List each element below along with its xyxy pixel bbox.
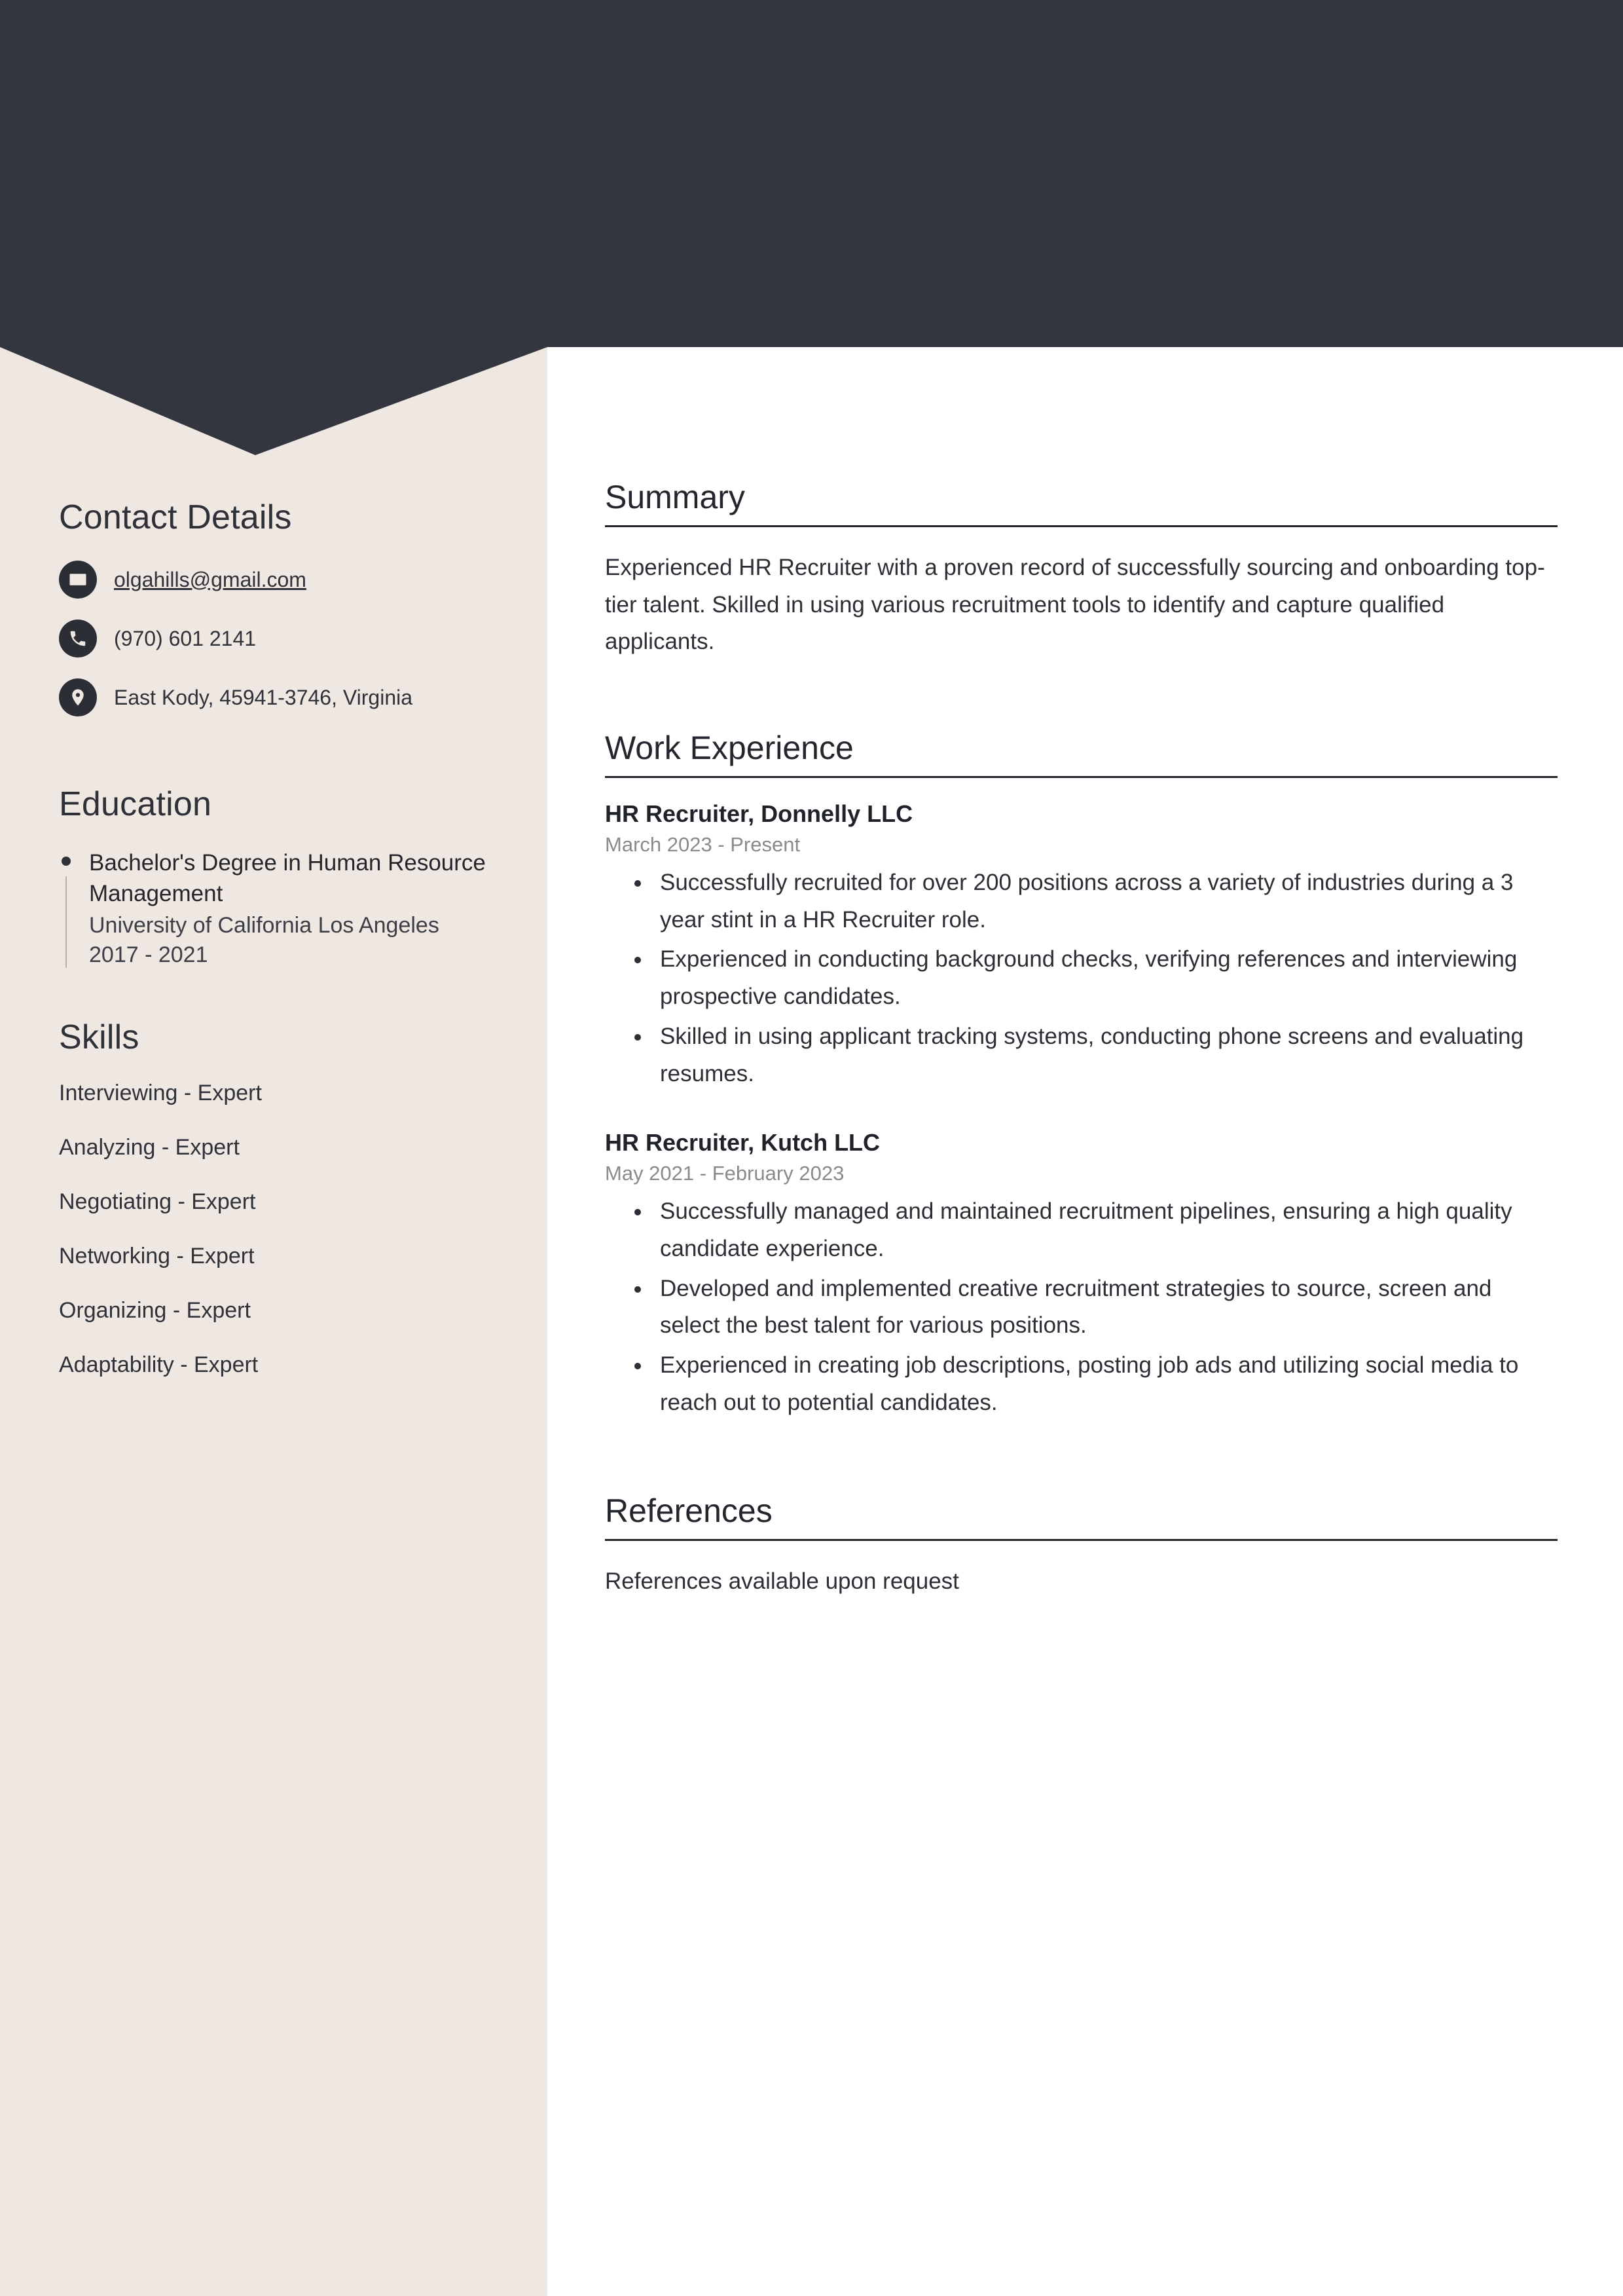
job-title-company: HR Recruiter, Kutch LLC [605,1129,881,1157]
envelope-icon [59,561,97,599]
job-title-company: HR Recruiter, Donnelly LLC [605,800,913,828]
job-bullet-list [652,864,1558,1092]
references-heading: References [605,1492,773,1530]
contact-address-text: East Kody, 45941-3746, Virginia [114,685,413,709]
phone-icon [59,620,97,657]
list-item: • Developed and implemented creative recruitment strategies to source, screen and select the best talent for various positions. [652,1270,1558,1344]
education-bullet-dot [62,857,71,866]
education-years: 2017 - 2021 [89,942,208,968]
skills-heading: Skills [59,1018,139,1057]
location-pin-icon [59,678,97,716]
list-item: Adaptability - Expert [59,1352,259,1378]
education-school: University of California Los Angeles [89,912,439,938]
header-notch-shape [0,347,547,455]
list-item: Analyzing - Expert [59,1135,240,1160]
list-item: • Successfully recruited for over 200 positions across a variety of industries during a 3 year stint in a HR Recruiter role. [652,864,1558,938]
list-item: Interviewing - Expert [59,1081,262,1106]
education-item [59,847,504,971]
contact-phone-text: (970) 601 2141 [114,626,257,650]
education-heading: Education [59,785,212,823]
education-degree: Bachelor's Degree in Human Resource Management [89,850,486,907]
list-item: Negotiating - Expert [59,1189,256,1215]
job-bullet-list [652,1193,1558,1421]
contact-details-heading: Contact Details [59,498,292,536]
main-content [547,347,1623,1600]
job-dates: March 2023 - Present [605,833,801,857]
resume-header [0,0,1623,347]
summary-divider [605,525,1558,527]
education-timeline [59,847,89,971]
sidebar [0,347,547,2296]
summary-heading: Summary [605,479,745,515]
education-timeline-line [65,876,67,968]
references-text: References available upon request [605,1568,959,1595]
work-experience-heading: Work Experience [605,730,854,767]
contact-item-phone [59,620,504,657]
list-item: Networking - Expert [59,1244,255,1269]
job-dates: May 2021 - February 2023 [605,1162,845,1185]
references-divider [605,1539,1558,1541]
list-item: • Experienced in creating job descriptions, posting job ads and utilizing social media to reach out to potential candidates. [652,1347,1558,1421]
contact-item-address [59,678,504,716]
contact-email-text[interactable]: olgahills@gmail.com [114,567,306,591]
work-experience-item [605,1129,1558,1421]
work-experience-item [605,800,1558,1092]
list-item: • Successfully managed and maintained recruitment pipelines, ensuring a high quality candidate experience. [652,1193,1558,1267]
summary-text: Experienced HR Recruiter with a proven record of successfully sourcing and onboarding top-tier talent. Skilled in using various recruitment tools to identify and capture qualified applicants. [605,555,1545,655]
list-item: • Skilled in using applicant tracking systems, conducting phone screens and evaluating resumes. [652,1018,1558,1092]
list-item: • Experienced in conducting background checks, verifying references and interviewing prospective candidates. [652,941,1558,1015]
list-item: Organizing - Expert [59,1298,251,1324]
work-experience-divider [605,776,1558,778]
contact-item-email[interactable] [59,561,504,599]
